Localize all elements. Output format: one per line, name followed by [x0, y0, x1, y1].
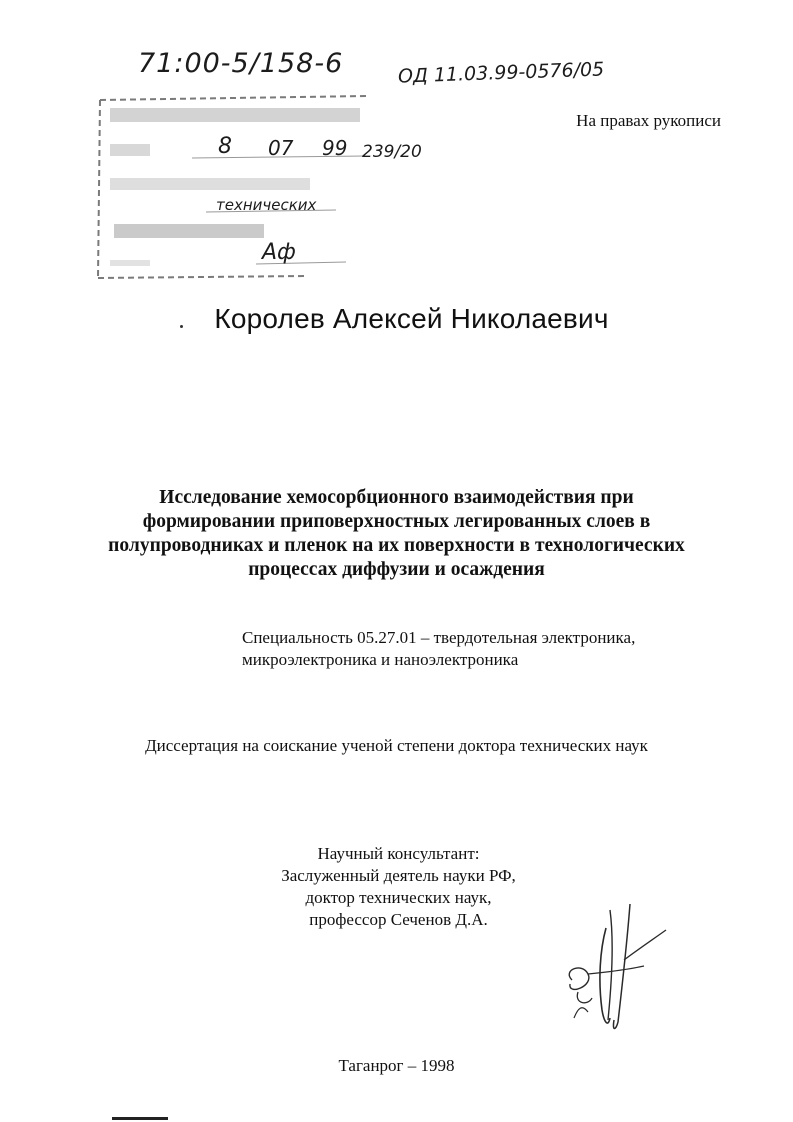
- library-stamp: [96, 92, 422, 284]
- specialty-line: Специальность 05.27.01 – твердотельная электроника,: [242, 628, 636, 647]
- consultant-line: Научный консультант:: [317, 844, 480, 863]
- stamp-date-year: 99: [322, 136, 348, 160]
- specialty-line: микроэлектроника и наноэлектроника: [242, 650, 519, 669]
- scan-edge-mark: [112, 1117, 168, 1120]
- stamp-field-word: технических: [216, 196, 317, 214]
- handwritten-catalog-number: 71:00-5/158-6: [138, 48, 344, 79]
- thesis-title: [20, 486, 773, 582]
- stamp-date-day: 8: [218, 134, 232, 159]
- author-name: Королев Алексей Николаевич: [214, 303, 609, 334]
- title-line: процессах диффузии и осаждения: [248, 559, 545, 580]
- title-line: полупроводниках и пленок на их поверхности в технологических: [108, 535, 685, 556]
- consultant-line: Заслуженный деятель науки РФ,: [281, 866, 516, 885]
- rights-notice: На правах рукописи: [576, 111, 721, 130]
- handwritten-library-code: ОД 11.03.99-0576/05: [397, 58, 605, 88]
- place-and-year: Таганрог – 1998: [338, 1056, 455, 1075]
- consultant-line: доктор технических наук,: [305, 888, 492, 907]
- stamp-date-month: 07: [268, 136, 294, 160]
- stamp-frame: [96, 92, 396, 284]
- degree-statement: Диссертация на соискание ученой степени доктора технических наук: [145, 736, 648, 755]
- specialty-block: [242, 627, 635, 671]
- handwritten-signature: [548, 900, 688, 1040]
- title-line: Исследование хемосорбционного взаимодействия при: [159, 487, 634, 508]
- consultant-line: профессор Сеченов Д.А.: [309, 910, 488, 929]
- stamp-initials: Аф: [262, 240, 296, 265]
- title-line: формировании приповерхностных легированных слоев в: [142, 511, 651, 532]
- stamp-registration-number: 239/20: [362, 142, 422, 162]
